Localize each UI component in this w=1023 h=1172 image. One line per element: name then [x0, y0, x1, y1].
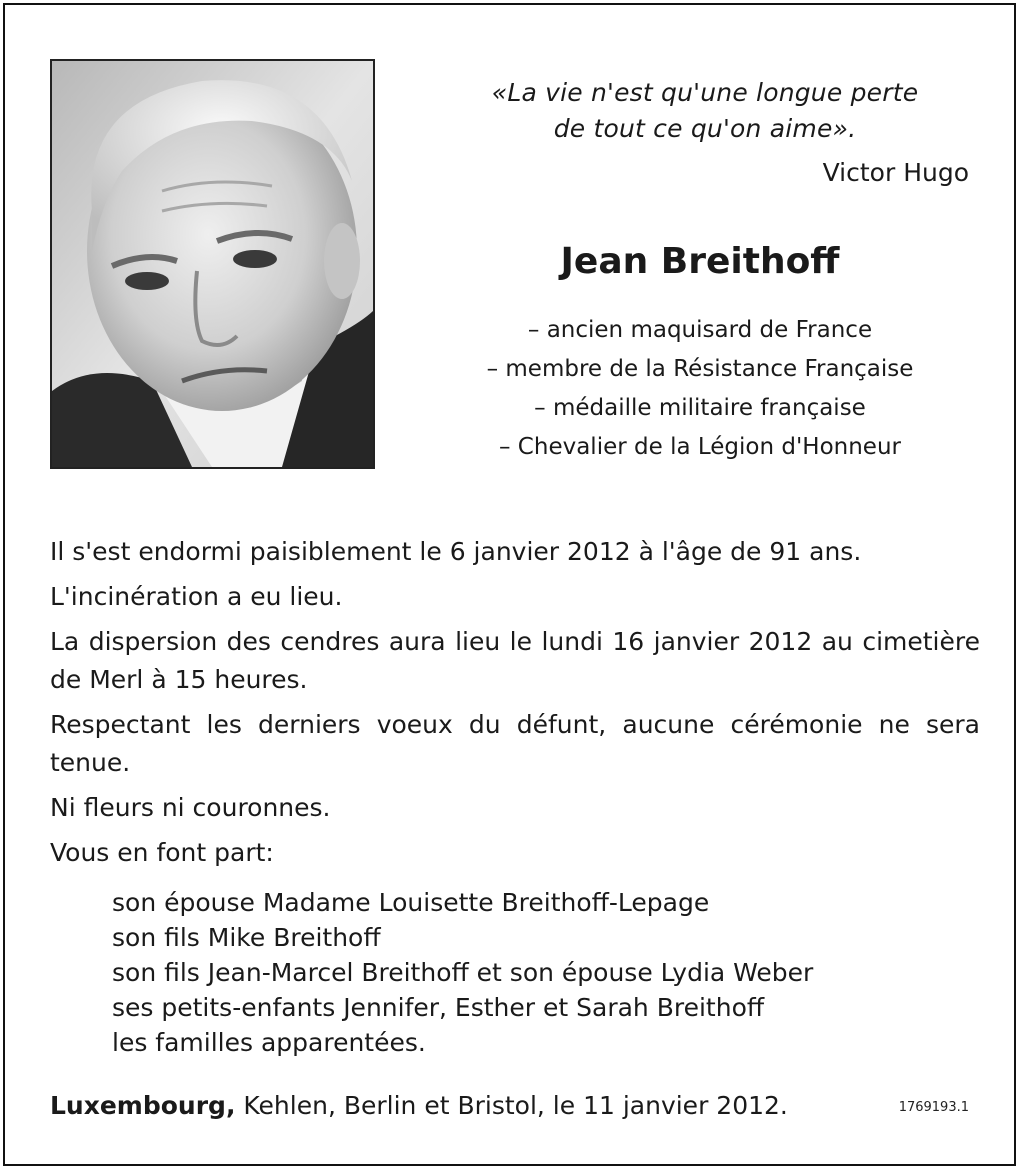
honor-item: – médaille militaire française	[534, 395, 866, 421]
quote-line-1: «La vie n'est qu'une longue perte	[491, 78, 919, 107]
footer-city: Luxembourg,	[50, 1091, 236, 1120]
family-member: son épouse Madame Louisette Breithoff-Lepage	[112, 888, 710, 917]
reference-number: 1769193.1	[898, 1100, 969, 1115]
paragraph: Il s'est endormi paisiblement le 6 janvier 2012 à l'âge de 91 ans.	[50, 537, 862, 566]
honor-item: – ancien maquisard de France	[527, 317, 873, 343]
family-member: les familles apparentées.	[112, 1028, 426, 1057]
footer-rest: Kehlen, Berlin et Bristol, le 11 janvier 2012.	[235, 1091, 788, 1120]
footer-place-date	[50, 1087, 788, 1125]
family-member: son fils Jean-Marcel Breithoff et son épouse Lydia Weber	[112, 958, 814, 987]
obituary-notice	[3, 3, 1016, 1166]
announcement-body	[50, 533, 980, 879]
paragraph: Ni fleurs ni couronnes.	[50, 793, 331, 822]
honor-item: – membre de la Résistance Française	[486, 356, 914, 382]
deceased-name: Jean Breithoff	[560, 241, 840, 282]
epigraph-quote	[425, 75, 985, 147]
family-member: ses petits-enfants Jennifer, Esther et Sarah Breithoff	[112, 993, 765, 1022]
paragraph: La dispersion des cendres aura lieu le lundi 16 janvier 2012 au cimetière de Merl à 15 heures.	[50, 627, 980, 694]
paragraph: L'incinération a eu lieu.	[50, 582, 343, 611]
portrait-photo	[50, 59, 375, 469]
family-list	[112, 885, 813, 1060]
quote-line-2: de tout ce qu'on aime».	[553, 114, 857, 143]
family-member: son fils Mike Breithoff	[112, 923, 381, 952]
honor-item: – Chevalier de la Légion d'Honneur	[499, 434, 901, 460]
paragraph: Vous en font part:	[50, 838, 274, 867]
honors-list	[395, 311, 1005, 467]
paragraph: Respectant les derniers voeux du défunt, aucune cérémonie ne sera tenue.	[50, 710, 980, 777]
quote-author: Victor Hugo	[822, 158, 969, 187]
portrait-image	[52, 61, 373, 467]
